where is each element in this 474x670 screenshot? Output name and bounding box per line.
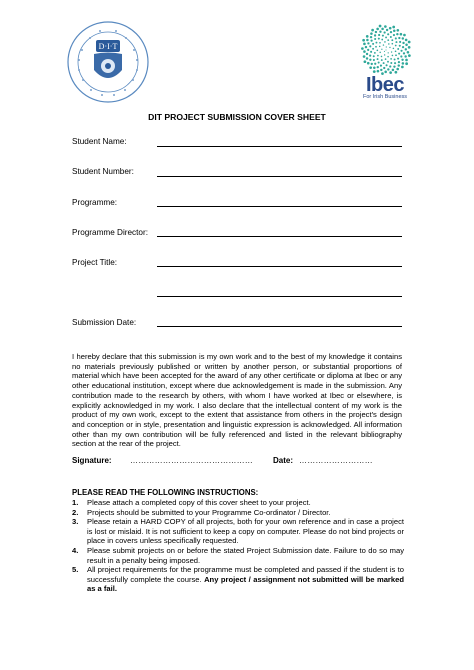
list-item: 3. Please retain a HARD COPY of all projects, both for your own reference and in case a project is lost or mislaid. It is not sufficient to keep a copy on computer. Please do not bind projects or place in covers unless specifically requested. xyxy=(72,517,404,546)
signature-line[interactable]: ……………………………………… xyxy=(130,456,253,465)
submission-date-label: Submission Date: xyxy=(72,318,137,327)
list-item: 2. Projects should be submitted to your Programme Co-ordinator / Director. xyxy=(72,507,331,517)
dit-logo xyxy=(66,20,150,104)
date-label: Date: xyxy=(273,456,294,465)
list-item: 1. Please attach a completed copy of this cover sheet to your project. xyxy=(72,498,311,507)
dit-logo-text: D·I·T xyxy=(98,42,118,51)
page-title: DIT PROJECT SUBMISSION COVER SHEET xyxy=(148,112,326,122)
list-item: 5. All project requirements for the programme must be completed and passed if the student is to successfully complete the course. Any project / assignment not submitted will be marked as a fail. xyxy=(72,565,404,594)
date-line[interactable]: ……………………… xyxy=(299,456,373,465)
list-item: 4. Please submit projects on or before the stated Project Submission date. Failure to do so may result in a penalty being imposed. xyxy=(72,545,404,565)
programme-director-line[interactable] xyxy=(157,236,402,237)
programme-label: Programme: xyxy=(72,198,118,207)
student-number-label: Student Number: xyxy=(72,167,134,176)
fail-warning: Any project / assignment not submitted will be marked as a fail. xyxy=(87,574,404,594)
ibec-tagline: For Irish Business xyxy=(363,94,408,100)
instructions-heading: PLEASE READ THE FOLLOWING INSTRUCTIONS: xyxy=(72,488,259,497)
signature-label: Signature: xyxy=(72,456,112,465)
student-name-label: Student Name: xyxy=(72,137,127,146)
declaration-text: I hereby declare that this submission is my own work and to the best of my knowledge it contains no materials previously published or written by another person, or substantial proportions of material which have been accepted for the award of any other certificate or diploma at Ibec or any other educational institution, except where due acknowledgement is made in the submission. Any contribution made to the research by others, with whom I have worked at Ibec or elsewhere, is explicitly acknowledged in my work. I also declare that the intellectual content of my work is the product of my own work, except to the extent that assistance from others in the project's design and conception or in style, presentation and linguistic expression is acknowledged. All information other than my own contribution will be fully referenced and listed in the relevant bibliography section at the rear of the project. xyxy=(72,352,402,449)
programme-director-label: Programme Director: xyxy=(72,228,148,237)
ibec-logo xyxy=(356,24,416,76)
student-name-line[interactable] xyxy=(157,146,402,147)
instructions-list xyxy=(72,498,404,594)
project-title-label: Project Title: xyxy=(72,258,118,267)
project-title-line-2[interactable] xyxy=(157,296,402,297)
submission-date-line[interactable] xyxy=(157,326,402,327)
programme-line[interactable] xyxy=(157,206,402,207)
student-number-line[interactable] xyxy=(157,176,402,177)
project-title-line-1[interactable] xyxy=(157,266,402,267)
ibec-wordmark: Ibec xyxy=(366,74,405,96)
